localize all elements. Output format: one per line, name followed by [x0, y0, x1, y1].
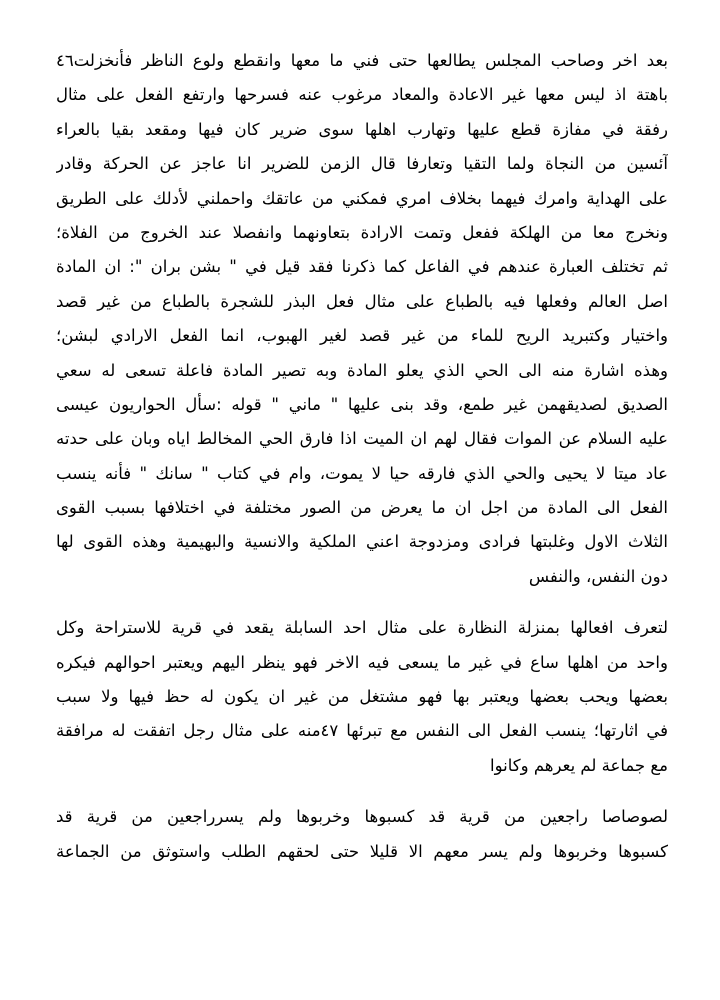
text-line: بعد اخر وصاحب المجلس يطالعها حتى فني ما معها وانقطع ولوع الناظر فأنخزلت٤٦: [56, 51, 668, 70]
text-line: الفعل الى المادة من اجل ان ما يعرض من الصور مختلفة في اختلافها بسبب القوى: [56, 498, 668, 518]
text-line: على الهداية وامرك فيهما بخلاف امري فمكني من عاتقك واحملني لأدلك على الطريق: [56, 188, 668, 208]
text-line: عليه السلام عن الموات فقال لهم ان الميت اذا فارق الحي المخالط اياه وبان على حدته: [56, 429, 668, 449]
paragraph-1: [56, 44, 668, 594]
paragraph-3: [56, 800, 668, 869]
text-line: اصل العالم وفعلها فيه بالطباع على مثال فعل البذر للشجرة بالطباع من غير قصد: [56, 291, 668, 311]
text-line: لتعرف افعالها بمنزلة النظارة على مثال احد السابلة يقعد في قرية للاستراحة وكل: [56, 618, 668, 638]
text-line: كسبوها وخربوها ولم يسر معهم الا قليلا حتى لحقهم الطلب واستوثق من الجماعة: [56, 841, 668, 861]
paragraph-gap: [56, 594, 668, 611]
text-line: آئسين من النجاة ولما التقيا وتعارفا قال الزمن للضرير انا عاجز عن الحركة وقادر: [56, 154, 668, 174]
document-page: [56, 44, 668, 869]
paragraph-2: [56, 611, 668, 783]
text-line: مع جماعة لم يعرهم وكانوا: [490, 755, 668, 775]
text-line: واختيار وكتبريد الريح للماء من غير قصد لغير الهبوب، انما الفعل الارادي لبشن؛: [56, 326, 668, 346]
text-line: دون النفس، والنفس: [528, 566, 668, 586]
paragraph-gap: [56, 783, 668, 800]
text-line: وهذه اشارة منه الى الحي الذي يعلو المادة وبه تصير المادة فاعلة تسعى له سعي: [56, 360, 668, 380]
text-line: عاد ميتا لا يحيى والحي الذي فارقه حيا لا يموت، وام في كتاب " سانك " فأنه ينسب: [56, 463, 668, 483]
text-line: بعضها ويحب بعضها ويعتبر بها فهو مشتغل من غير ان يكون له حظ فيها ولا سبب: [56, 687, 668, 707]
text-line: الثلاث الاول وغلبتها فرادى ومزدوجة اعني الملكية والانسية والبهيمية وهذه القوى لها: [56, 532, 668, 552]
text-line: لصوصاصا راجعين من قرية قد كسبوها وخربوها ولم يسرراجعين من قرية قد: [56, 807, 668, 827]
text-line: واحد من اهلها ساع في غير ما يسعى فيه الاخر فهو ينظر اليهم ويعتبر احوالهم فيكره: [56, 652, 668, 672]
text-line: ونخرج معا من الهلكة ففعل وتمت الارادة بتعاونهما وانفصلا عند الخروج من الفلاة؛: [56, 222, 668, 242]
text-line: الصديق لصديقهمن غير طمع، وقد بنى عليها " ماني " قوله :سأل الحواريون عيسى: [56, 394, 668, 414]
text-line: ثم تختلف العبارة عندهم في الفاعل كما ذكرنا فقد قيل في " بشن بران ": ان المادة: [56, 257, 668, 277]
text-line: رفقة في مفازة قطع عليها وتهارب اهلها سوى ضرير كان فيها ومقعد بقيا بالعراء: [56, 119, 668, 139]
text-line: في اثارتها؛ ينسب الفعل الى النفس مع تبرئها ٤٧منه على مثال رجل اتفقت له مرافقة: [56, 721, 668, 741]
text-line: باهتة اذ ليس معها غير الاعادة والمعاد مرغوب عنه فسرحها وارتفع الفعل على مثال: [56, 85, 668, 105]
